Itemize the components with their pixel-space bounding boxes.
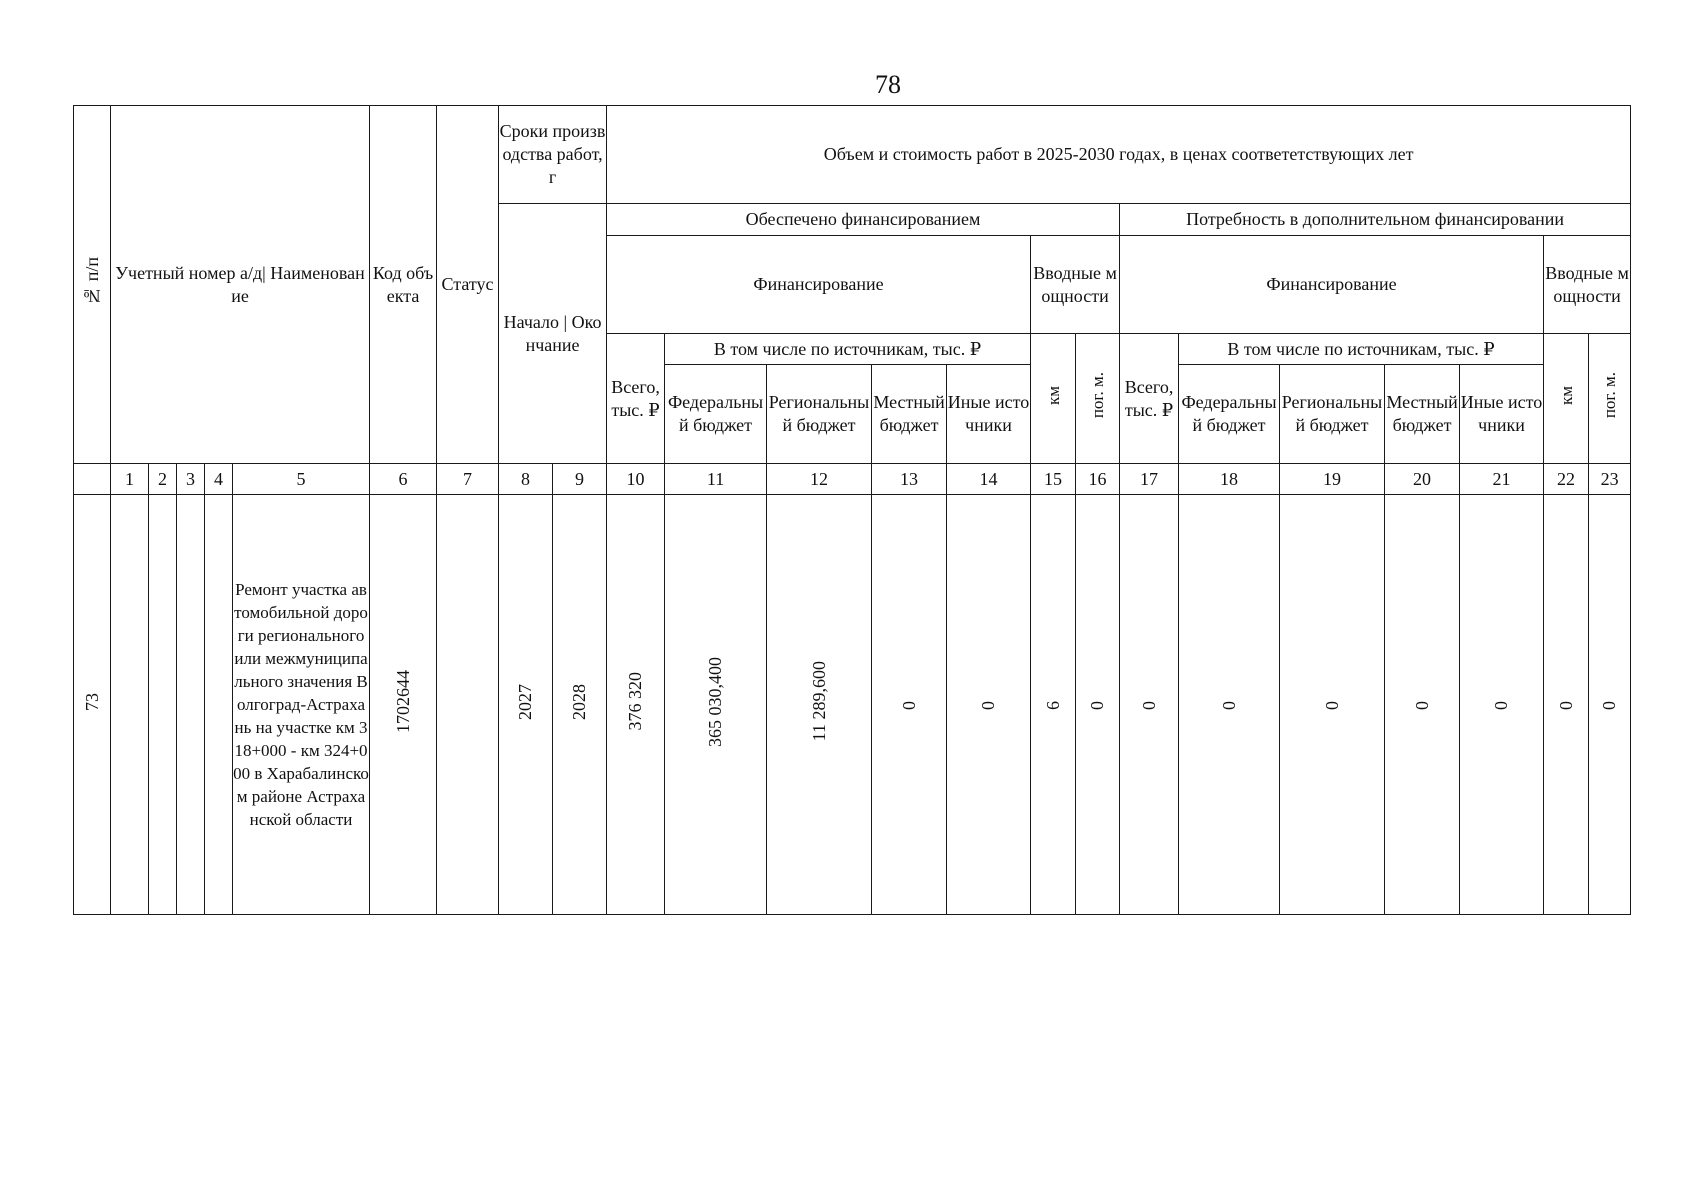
column-number: 20 xyxy=(1385,464,1460,495)
column-number: 18 xyxy=(1179,464,1280,495)
header-km-need: км xyxy=(1544,334,1589,464)
cell-object-code: 1702644 xyxy=(370,495,437,915)
column-number: 23 xyxy=(1589,464,1631,495)
header-local-provided: Местный бюджет xyxy=(872,365,947,464)
header-other-need: Иные источники xyxy=(1460,365,1544,464)
column-number: 3 xyxy=(177,464,205,495)
cell-km-provided: 6 xyxy=(1031,495,1076,915)
header-capacity-need: Вводные мощности xyxy=(1544,236,1631,334)
header-total-need: Всего, тыс. ₽ xyxy=(1120,334,1179,464)
column-number: 22 xyxy=(1544,464,1589,495)
cell-regional-provided: 11 289,600 xyxy=(767,495,872,915)
header-linear-m-need: пог. м. xyxy=(1589,334,1631,464)
cell-local-provided: 0 xyxy=(872,495,947,915)
header-object-code: Код объекта xyxy=(370,106,437,464)
cell-object-name: Ремонт участка автомобильной дороги регионального или межмуниципального значения Волгоград-Астрахань на участке км 318+000 - км 324+000 в Харабалинском районе Астраханской области xyxy=(233,495,370,915)
column-number: 21 xyxy=(1460,464,1544,495)
cell-km-need: 0 xyxy=(1544,495,1589,915)
header-by-sources-need: В том числе по источникам, тыс. ₽ xyxy=(1179,334,1544,365)
cell-total-need: 0 xyxy=(1120,495,1179,915)
column-number: 11 xyxy=(665,464,767,495)
header-financing-need: Финансирование xyxy=(1120,236,1544,334)
column-number: 15 xyxy=(1031,464,1076,495)
header-federal-provided: Федеральный бюджет xyxy=(665,365,767,464)
column-number: 5 xyxy=(233,464,370,495)
cell-local-need: 0 xyxy=(1385,495,1460,915)
column-number: 9 xyxy=(553,464,607,495)
column-number: 10 xyxy=(607,464,665,495)
header-km-provided: км xyxy=(1031,334,1076,464)
cell-col-4 xyxy=(205,495,233,915)
header-need-additional: Потребность в дополнительном финансировании xyxy=(1120,204,1631,236)
cell-total-provided: 376 320 xyxy=(607,495,665,915)
works-table xyxy=(73,105,1631,915)
column-number: 12 xyxy=(767,464,872,495)
column-number: 14 xyxy=(947,464,1031,495)
column-number: 16 xyxy=(1076,464,1120,495)
cell-linear-m-need: 0 xyxy=(1589,495,1631,915)
cell-start-year: 2027 xyxy=(499,495,553,915)
cell-end-year: 2028 xyxy=(553,495,607,915)
column-number: 8 xyxy=(499,464,553,495)
header-start-end: Начало | Окончание xyxy=(499,204,607,464)
column-number-blank xyxy=(74,464,111,495)
cell-other-need: 0 xyxy=(1460,495,1544,915)
header-status: Статус xyxy=(437,106,499,464)
column-number: 13 xyxy=(872,464,947,495)
cell-col-2 xyxy=(149,495,177,915)
header-financing-provided: Финансирование xyxy=(607,236,1031,334)
header-regional-need: Региональный бюджет xyxy=(1280,365,1385,464)
page-number: 78 xyxy=(875,70,901,99)
header-by-sources-provided: В том числе по источникам, тыс. ₽ xyxy=(665,334,1031,365)
cell-linear-m-provided: 0 xyxy=(1076,495,1120,915)
cell-regional-need: 0 xyxy=(1280,495,1385,915)
table-row xyxy=(74,495,1631,915)
header-provided: Обеспечено финансированием xyxy=(607,204,1120,236)
header-total-provided: Всего, тыс. ₽ xyxy=(607,334,665,464)
header-linear-m-provided: пог. м. xyxy=(1076,334,1120,464)
column-number: 6 xyxy=(370,464,437,495)
header-row-number: № п/п xyxy=(74,106,111,464)
cell-col-3 xyxy=(177,495,205,915)
column-number: 2 xyxy=(149,464,177,495)
column-number: 1 xyxy=(111,464,149,495)
cell-status xyxy=(437,495,499,915)
cell-federal-provided: 365 030,400 xyxy=(665,495,767,915)
header-other-provided: Иные источники xyxy=(947,365,1031,464)
header-capacity-provided: Вводные мощности xyxy=(1031,236,1120,334)
header-volume-cost: Объем и стоимость работ в 2025-2030 годах, в ценах соответетствующих лет xyxy=(607,106,1631,204)
column-number: 7 xyxy=(437,464,499,495)
column-number: 4 xyxy=(205,464,233,495)
cell-other-provided: 0 xyxy=(947,495,1031,915)
column-number: 17 xyxy=(1120,464,1179,495)
header-account-number: Учетный номер а/д| Наименование xyxy=(111,106,370,464)
cell-federal-need: 0 xyxy=(1179,495,1280,915)
cell-col-1 xyxy=(111,495,149,915)
header-terms: Сроки производства работ, г xyxy=(499,106,607,204)
cell-row-number: 73 xyxy=(74,495,111,915)
header-regional-provided: Региональный бюджет xyxy=(767,365,872,464)
header-local-need: Местный бюджет xyxy=(1385,365,1460,464)
column-numbers-row xyxy=(74,464,1631,495)
header-federal-need: Федеральный бюджет xyxy=(1179,365,1280,464)
column-number: 19 xyxy=(1280,464,1385,495)
